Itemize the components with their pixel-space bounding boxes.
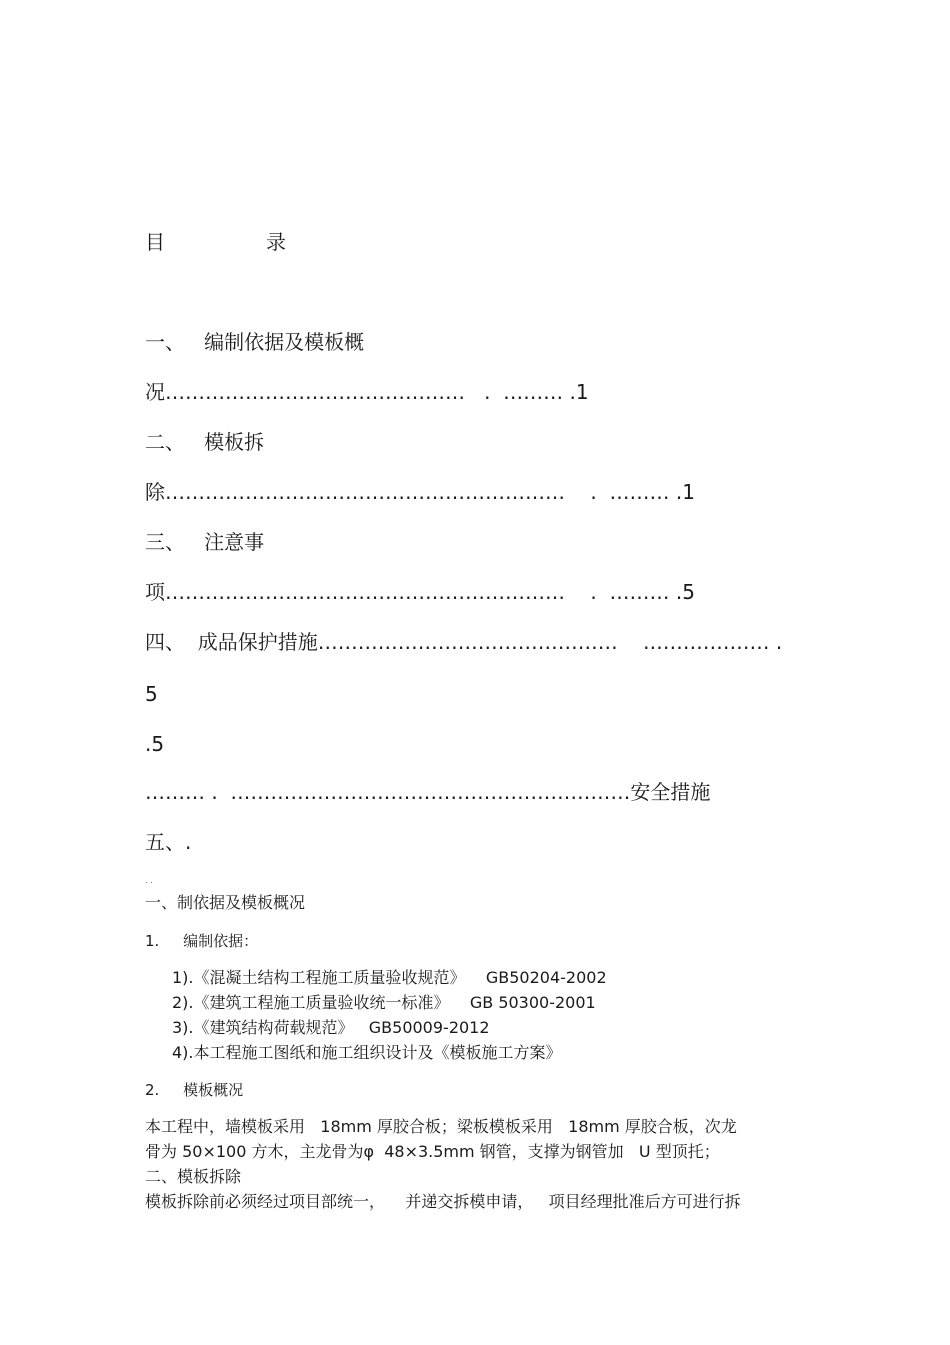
tiny-mark: . . (145, 876, 153, 885)
ref-2: 2).《建筑工程施工质量验收统一标准》 GB 50300-2001 (172, 993, 596, 1012)
section1-para-line2: 骨为 50×100 方木，主龙骨为φ 48×3.5mm 钢管，支撑为钢管加 U 型顶托； (145, 1142, 720, 1161)
ref-3: 3).《建筑结构荷载规范》 GB50009-2012 (172, 1018, 490, 1037)
toc-line-4: 除…………………………………………………… . ……… .1 (145, 480, 695, 504)
toc-line-2: 况……………………………………… . ……… .1 (145, 380, 589, 404)
toc-line-10: ……… . ……………………………………………………安全措施 (145, 780, 711, 804)
ref-4: 4).本工程施工图纸和施工组织设计及《模板施工方案》 (172, 1043, 562, 1062)
toc-title-left: 目 (145, 230, 165, 254)
toc-line-6: 项…………………………………………………… . ……… .5 (145, 580, 695, 604)
toc-line-11: 五、. (145, 830, 192, 854)
toc-line-8: 5 (145, 682, 158, 706)
toc-line-1: 一、 编制依据及模板概 (145, 330, 365, 354)
section2-para-line1: 模板拆除前必须经过项目部统一， 并递交拆模申请， 项目经理批准后方可进行拆 (145, 1192, 741, 1211)
section1-heading: 一、制依据及模板概况 (145, 893, 306, 912)
section1-para-line1: 本工程中，墙模板采用 18mm 厚胶合板；梁板模板采用 18mm 厚胶合板，次龙 (145, 1117, 737, 1136)
section1-sub1: 1. 编制依据： (145, 932, 259, 950)
toc-title-right: 录 (266, 230, 286, 254)
toc-line-9: .5 (145, 732, 165, 756)
toc-line-7: 四、 成品保护措施……………………………………… .……………… . (145, 630, 783, 654)
ref-1: 1).《混凝土结构工程施工质量验收规范》 GB50204-2002 (172, 968, 607, 987)
toc-line-5: 三、 注意事 (145, 530, 265, 554)
section2-heading: 二、模板拆除 (145, 1167, 242, 1186)
section1-sub2: 2. 模板概况 (145, 1081, 244, 1099)
toc-line-3: 二、 模板拆 (145, 430, 265, 454)
